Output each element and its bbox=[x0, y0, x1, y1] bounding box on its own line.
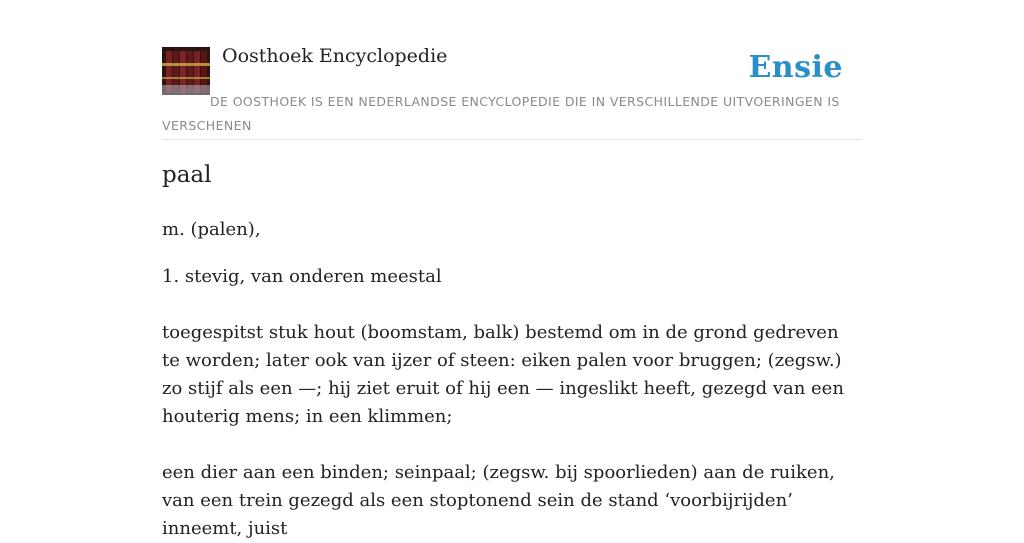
site-avatar[interactable] bbox=[162, 47, 210, 95]
page-container bbox=[162, 0, 862, 539]
entry-paragraph: m. (palen), bbox=[162, 219, 261, 240]
entry-paragraph: 1. stevig, van onderen meestal bbox=[162, 266, 442, 287]
site-name-link[interactable]: Oosthoek Encyclopedie bbox=[222, 45, 448, 67]
site-tagline: DE OOSTHOEK IS EEN NEDERLANDSE ENCYCLOPEDIE DIE IN VERSCHILLENDE UITVOERINGEN IS VERSCHENEN bbox=[162, 94, 840, 133]
site-header bbox=[162, 0, 862, 140]
entry-paragraph: een dier aan een binden; seinpaal; (zegsw. bij spoorlieden) aan de ruiken, van een trein gezegd als een stoptonend sein de stand ‘voorbijrijden’ inneemt, juist bbox=[162, 462, 835, 539]
ensie-logo-link[interactable]: Ensie bbox=[748, 50, 843, 85]
book-spines-icon bbox=[162, 47, 210, 95]
entry-title: paal bbox=[162, 162, 212, 188]
entry-paragraph: toegespitst stuk hout (boomstam, balk) bestemd om in de grond gedreven te worden; later ook van ijzer of steen: eiken palen voor bruggen; (zegsw.) zo stijf als een —; hij ziet eruit of hij een — ingeslikt heeft, gezegd van een houterig mens; in een klimmen; bbox=[162, 322, 844, 427]
